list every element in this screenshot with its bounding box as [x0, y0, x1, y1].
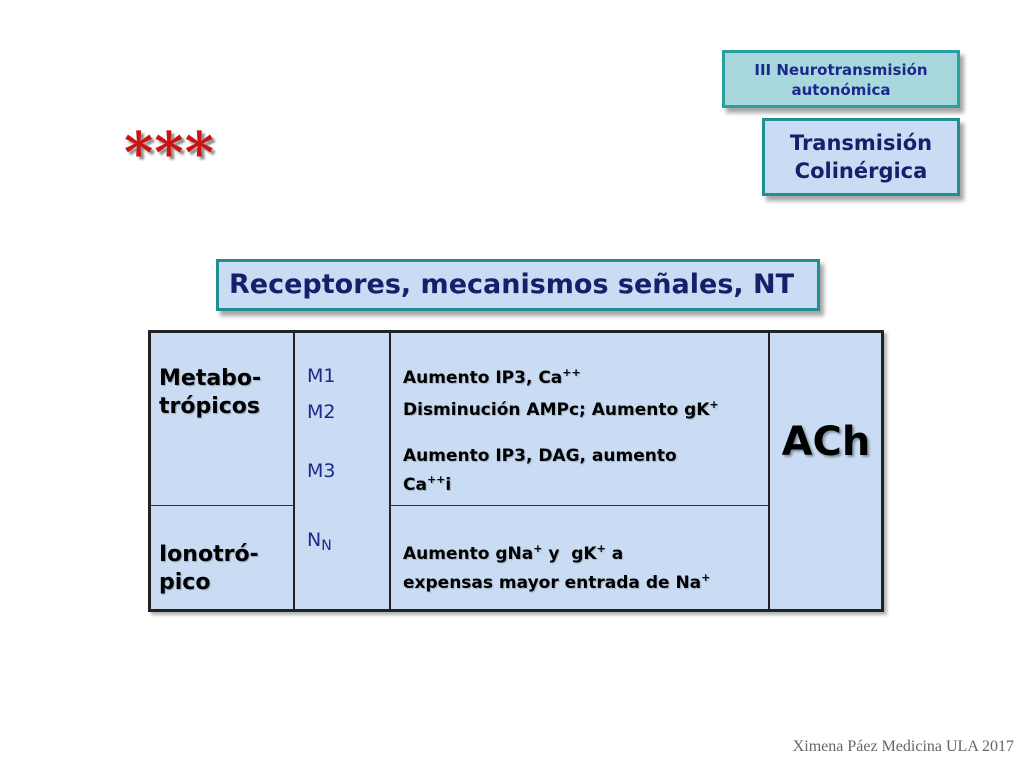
superscript: +: [533, 542, 543, 555]
mechanism-text: Aumento IP3, Ca: [403, 368, 563, 388]
mechanism-text: Disminución AMPc; Aumento gK: [403, 400, 710, 420]
receptor-m1: M1: [307, 365, 336, 387]
superscript: +: [709, 398, 719, 411]
column-divider: [389, 333, 391, 609]
type-line: Metabo-: [159, 366, 262, 391]
mechanism-m2: [403, 393, 719, 422]
mechanism-nn: [403, 537, 710, 595]
section-label-line2: autonómica: [791, 81, 891, 99]
type-line: Ionotró-: [159, 542, 259, 567]
mechanism-m3: [403, 444, 677, 497]
topic-label-line2: Colinérgica: [794, 159, 928, 183]
ionotropic-type-label: [159, 541, 259, 597]
column-divider: [768, 333, 770, 609]
column-divider: [293, 333, 295, 609]
superscript: ++: [426, 473, 446, 486]
stars-mark: ***: [124, 120, 215, 186]
section-label-line1: III Neurotransmisión: [754, 61, 928, 79]
topic-label-box: [762, 118, 960, 196]
type-line: pico: [159, 570, 211, 595]
mechanism-text: Aumento IP3, DAG, aumento: [403, 446, 677, 466]
mechanism-text: y gK: [542, 544, 597, 564]
mechanism-text: expensas mayor entrada de Na: [403, 573, 702, 593]
section-label-box: [722, 50, 960, 108]
type-line: trópicos: [159, 394, 261, 419]
mechanism-text: i: [445, 475, 452, 495]
footer-credit: Ximena Páez Medicina ULA 2017: [792, 738, 1014, 755]
row-divider: [391, 505, 768, 506]
superscript: +: [701, 571, 711, 584]
receptor-text: N: [307, 529, 322, 551]
superscript: +: [596, 542, 606, 555]
neurotransmitter-label: ACh: [781, 419, 871, 465]
mechanism-text: Aumento gNa: [403, 544, 534, 564]
metabotropic-type-label: [159, 365, 261, 421]
row-divider: [151, 505, 293, 506]
mechanism-text: Ca: [403, 475, 427, 495]
receptor-table: [148, 330, 884, 612]
mechanism-text: a: [605, 544, 624, 564]
topic-label-line1: Transmisión: [789, 131, 933, 155]
receptor-nn: [307, 529, 332, 554]
mechanism-m1: [403, 361, 581, 390]
receptor-m3: M3: [307, 460, 336, 482]
slide-title: Receptores, mecanismos señales, NT: [216, 259, 820, 311]
superscript: ++: [562, 366, 581, 379]
subscript: N: [321, 538, 332, 554]
receptor-m2: M2: [307, 401, 336, 423]
